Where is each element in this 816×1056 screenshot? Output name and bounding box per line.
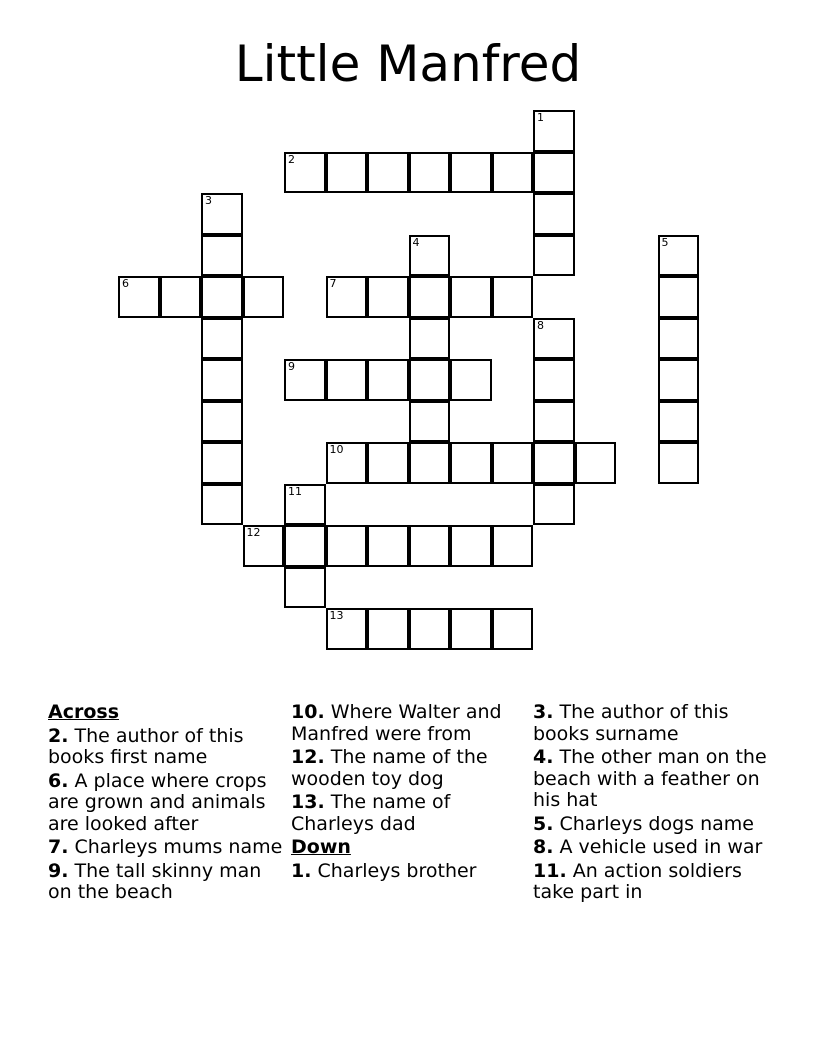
- grid-cell[interactable]: [201, 318, 243, 360]
- grid-cell[interactable]: [326, 359, 368, 401]
- clue-item: [533, 837, 768, 859]
- clue-number: 11: [288, 484, 302, 498]
- clue-item-text: Charleys mums name: [74, 836, 283, 858]
- grid-cell[interactable]: [492, 442, 534, 484]
- grid-cell[interactable]: [533, 484, 575, 526]
- grid-cell[interactable]: [367, 608, 409, 650]
- clue-item: [48, 837, 283, 859]
- clue-number: 7: [329, 277, 337, 290]
- grid-cell[interactable]: [492, 276, 534, 318]
- grid-cell[interactable]: [201, 442, 243, 484]
- grid-cell[interactable]: [533, 152, 575, 194]
- grid-cell[interactable]: [201, 359, 243, 401]
- clue-item-number: 3.: [533, 701, 554, 723]
- grid-cell[interactable]: [201, 484, 243, 526]
- puzzle-title: Little Manfred: [234, 35, 582, 93]
- grid-cell[interactable]: [450, 608, 492, 650]
- clue-number: 13: [329, 609, 344, 622]
- clue-number: 6: [122, 277, 129, 290]
- grid-cell[interactable]: [450, 152, 492, 194]
- clue-item: [533, 861, 768, 904]
- grid-cell[interactable]: [533, 401, 575, 443]
- clue-item-text: The other man on the beach with a feather on his hat: [533, 746, 767, 811]
- grid-cell[interactable]: [367, 525, 409, 567]
- clue-column-3: [533, 702, 768, 906]
- grid-cell[interactable]: [326, 525, 368, 567]
- clue-item: [533, 814, 768, 836]
- clue-item-number: 8.: [533, 836, 554, 858]
- grid-cell[interactable]: [409, 525, 451, 567]
- clue-number: 3: [205, 194, 212, 207]
- grid-cell[interactable]: [284, 484, 326, 526]
- grid-cell[interactable]: [658, 442, 700, 484]
- grid-cell[interactable]: [326, 442, 368, 484]
- grid-cell[interactable]: [284, 152, 326, 194]
- grid-cell[interactable]: [284, 359, 326, 401]
- clue-number: 2: [288, 152, 295, 166]
- clue-section-header: Down: [291, 836, 351, 858]
- grid-cell[interactable]: [326, 152, 368, 194]
- grid-cell[interactable]: [533, 359, 575, 401]
- grid-cell[interactable]: [658, 401, 700, 443]
- grid-cell[interactable]: [658, 359, 700, 401]
- clue-item-text: Where Walter and Manfred were from: [291, 701, 502, 745]
- grid-cell[interactable]: [367, 442, 409, 484]
- clue-column-2: [291, 702, 526, 884]
- clue-item-text: A place where crops are grown and animals are looked after: [48, 769, 267, 835]
- clue-item: [291, 747, 526, 790]
- clue-item-number: 13.: [291, 791, 325, 813]
- clue-item-text: A vehicle used in war: [559, 836, 763, 858]
- clue-number: 8: [537, 318, 544, 332]
- clue-item-text: The name of Charleys dad: [291, 791, 451, 835]
- grid-cell[interactable]: [492, 608, 534, 650]
- clue-item-number: 12.: [291, 746, 325, 768]
- clue-item-number: 10.: [291, 701, 325, 723]
- grid-cell[interactable]: [575, 442, 617, 484]
- grid-cell[interactable]: [450, 276, 492, 318]
- grid-cell[interactable]: [450, 359, 492, 401]
- clue-item-text: The author of this books first name: [48, 724, 244, 768]
- clue-item-text: The tall skinny man on the beach: [48, 859, 262, 903]
- grid-cell[interactable]: [284, 525, 326, 567]
- clue-section-header: Across: [48, 701, 120, 723]
- grid-cell[interactable]: [326, 608, 368, 650]
- grid-cell[interactable]: [409, 442, 451, 484]
- clue-item: [533, 747, 768, 812]
- clue-item-number: 5.: [533, 812, 554, 835]
- grid-cell[interactable]: [367, 152, 409, 194]
- grid-cell[interactable]: [492, 525, 534, 567]
- grid-cell[interactable]: [160, 276, 202, 318]
- grid-cell[interactable]: [201, 401, 243, 443]
- clue-column-1: [48, 702, 283, 906]
- grid-cell[interactable]: [326, 276, 368, 318]
- clue-item-number: 7.: [48, 836, 69, 858]
- grid-cell[interactable]: [201, 235, 243, 277]
- clue-number: 5: [661, 235, 669, 249]
- clue-number: 12: [246, 526, 261, 539]
- clue-item-text: The author of this books surname: [533, 701, 729, 745]
- grid-cell[interactable]: [201, 193, 243, 235]
- grid-cell[interactable]: [658, 235, 700, 277]
- grid-cell[interactable]: [409, 318, 451, 360]
- grid-cell[interactable]: [284, 567, 326, 609]
- grid-cell[interactable]: [450, 442, 492, 484]
- clue-item-text: An action soldiers take part in: [533, 859, 742, 903]
- grid-cell[interactable]: [533, 235, 575, 277]
- grid-cell[interactable]: [243, 525, 285, 567]
- clue-item: [48, 861, 283, 904]
- clue-item-number: 4.: [533, 746, 554, 768]
- clue-item-text: The name of the wooden toy dog: [291, 746, 488, 790]
- grid-cell[interactable]: [533, 318, 575, 360]
- clue-item-text: Charleys brother: [317, 859, 477, 882]
- grid-cell[interactable]: [243, 276, 285, 318]
- grid-cell[interactable]: [533, 193, 575, 235]
- grid-cell[interactable]: [658, 318, 700, 360]
- clue-item-number: 9.: [48, 859, 69, 882]
- clue-item-number: 6.: [48, 769, 69, 792]
- clue-number: 1: [537, 111, 544, 124]
- clue-item: [533, 702, 768, 745]
- grid-cell[interactable]: [533, 110, 575, 152]
- grid-cell[interactable]: [409, 401, 451, 443]
- grid-cell[interactable]: [492, 152, 534, 194]
- grid-cell[interactable]: [450, 525, 492, 567]
- grid-cell[interactable]: [367, 276, 409, 318]
- grid-cell[interactable]: [533, 442, 575, 484]
- clue-number: 10: [329, 443, 344, 456]
- clue-item-number: 2.: [48, 724, 69, 747]
- grid-cell[interactable]: [367, 359, 409, 401]
- grid-cell[interactable]: [118, 276, 160, 318]
- clue-item-number: 11.: [533, 859, 567, 882]
- clue-item-text: Charleys dogs name: [559, 812, 754, 835]
- clue-item: [48, 726, 283, 769]
- grid-cell[interactable]: [658, 276, 700, 318]
- clue-number: 4: [412, 235, 420, 249]
- clue-item: [291, 861, 526, 883]
- clue-number: 9: [288, 360, 295, 373]
- clue-item: [291, 702, 526, 745]
- grid-cell[interactable]: [409, 152, 451, 194]
- grid-cell[interactable]: [409, 359, 451, 401]
- grid-cell[interactable]: [409, 235, 451, 277]
- grid-cell[interactable]: [409, 608, 451, 650]
- clue-item-number: 1.: [291, 859, 312, 882]
- grid-cell[interactable]: [201, 276, 243, 318]
- grid-cell[interactable]: [409, 276, 451, 318]
- clue-item: [291, 792, 526, 835]
- clue-item: [48, 771, 283, 836]
